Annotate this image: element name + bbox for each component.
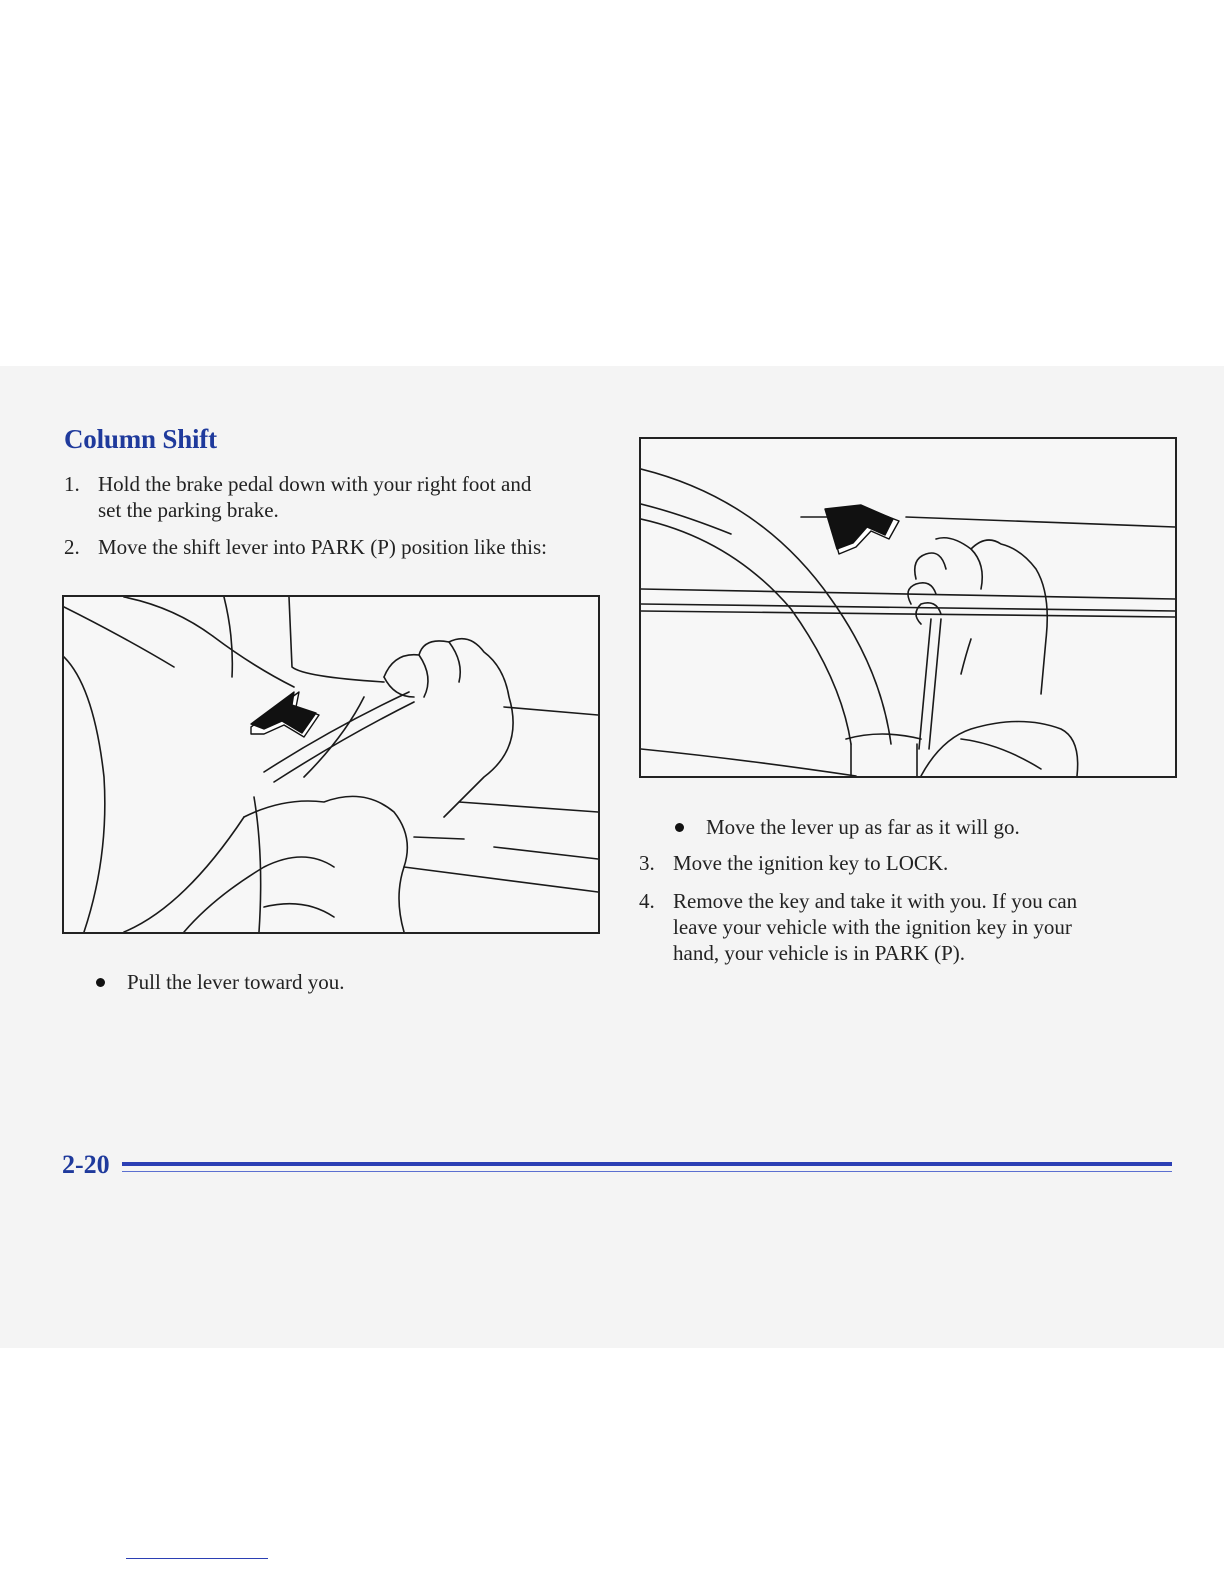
step-text-line: hand, your vehicle is in PARK (P).	[673, 941, 966, 965]
bullet-item-left	[96, 969, 496, 995]
step-number: 4.	[639, 889, 655, 913]
step-item-2	[64, 534, 624, 560]
illustration-pull-lever	[62, 595, 600, 934]
step-number: 1.	[64, 472, 80, 496]
illustration-lever-up	[639, 437, 1177, 778]
bullet-item-right	[675, 814, 1095, 840]
divider	[126, 1558, 268, 1559]
footer-rule	[122, 1162, 1172, 1166]
step-text-line: Move the ignition key to LOCK.	[673, 851, 949, 875]
step-number: 2.	[64, 535, 80, 559]
section-title: Column Shift	[64, 424, 217, 454]
step-text-line: leave your vehicle with the ignition key in your	[673, 915, 1072, 939]
bullet-text: Move the lever up as far as it will go.	[706, 815, 1020, 839]
bullet-text: Pull the lever toward you.	[127, 970, 345, 994]
step-item-4	[639, 888, 1179, 966]
step-text-line: Hold the brake pedal down with your right foot and	[98, 472, 532, 496]
step-item-3	[639, 850, 1179, 876]
step-number: 3.	[639, 851, 655, 875]
bullet-dot	[675, 823, 684, 832]
step-text-line: set the parking brake.	[98, 498, 279, 522]
step-text-line: Remove the key and take it with you. If you can	[673, 889, 1078, 913]
step-text-line: Move the shift lever into PARK (P) position like this:	[98, 535, 547, 559]
page-number: 2-20	[62, 1150, 110, 1179]
bullet-dot	[96, 978, 105, 987]
step-item-1	[64, 471, 624, 523]
footer-rule-thin	[122, 1171, 1172, 1172]
